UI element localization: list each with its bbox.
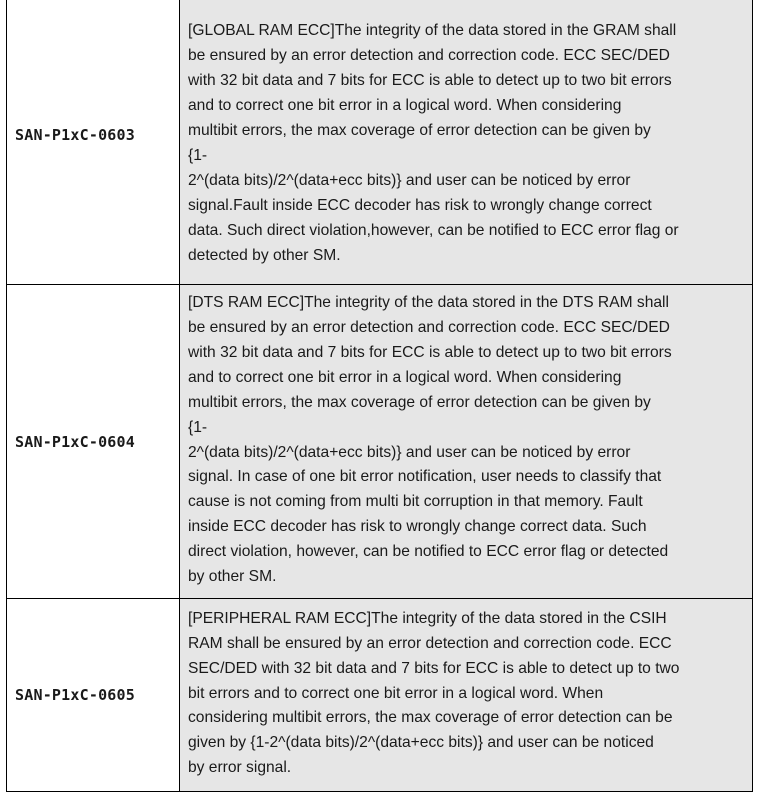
description-line: by error signal. <box>188 759 292 777</box>
requirement-description-cell <box>180 285 753 599</box>
description-line: 2^(data bits)/2^(data+ecc bits)} and user can be noticed by error <box>188 171 631 189</box>
table-row <box>7 599 753 792</box>
requirement-id-cell <box>7 285 180 599</box>
description-line: [GLOBAL RAM ECC]The integrity of the data stored in the GRAM shall <box>188 22 677 40</box>
description-line: considering multibit errors, the max coverage of error detection can be <box>188 709 673 727</box>
requirement-id: SAN-P1xC-0603 <box>15 125 135 144</box>
requirements-table <box>6 0 753 792</box>
description-line: by other SM. <box>188 568 277 586</box>
requirement-id-cell <box>7 0 180 285</box>
requirement-id: SAN-P1xC-0604 <box>15 432 135 451</box>
description-line: with 32 bit data and 7 bits for ECC is able to detect up to two bit errors <box>188 343 672 361</box>
description-line: be ensured by an error detection and correction code. ECC SEC/DED <box>188 47 670 65</box>
description-line: {1- <box>188 147 208 164</box>
table-row <box>7 285 753 599</box>
description-line: direct violation, however, can be notified to ECC error flag or detected <box>188 543 669 561</box>
description-line: cause is not coming from multi bit corruption in that memory. Fault <box>188 493 643 511</box>
description-line: bit errors and to correct one bit error in a logical word. When <box>188 684 604 702</box>
description-line: data. Such direct violation,however, can be notified to ECC error flag or <box>188 221 679 239</box>
requirement-description <box>180 287 752 596</box>
description-line: 2^(data bits)/2^(data+ecc bits)} and user can be noticed by error <box>188 443 631 461</box>
description-line: [PERIPHERAL RAM ECC]The integrity of the data stored in the CSIH <box>188 609 667 627</box>
description-line: RAM shall be ensured by an error detection and correction code. ECC <box>188 634 672 652</box>
description-line: {1- <box>188 418 208 436</box>
requirement-description-cell <box>180 599 753 792</box>
description-line: [DTS RAM ECC]The integrity of the data stored in the DTS RAM shall <box>188 294 669 312</box>
description-line: multibit errors, the max coverage of error detection can be given by <box>188 393 651 411</box>
description-line: be ensured by an error detection and correction code. ECC SEC/DED <box>188 318 670 336</box>
description-line: given by {1-2^(data bits)/2^(data+ecc bits)} and user can be noticed <box>188 734 654 752</box>
description-line: inside ECC decoder has risk to wrongly change correct data. Such <box>188 518 647 536</box>
description-line: signal. In case of one bit error notification, user needs to classify that <box>188 468 662 486</box>
requirement-id: SAN-P1xC-0605 <box>15 686 135 704</box>
table-row <box>7 0 753 285</box>
description-line: signal.Fault inside ECC decoder has risk to wrongly change correct <box>188 196 652 214</box>
description-line: multibit errors, the max coverage of error detection can be given by <box>188 122 651 140</box>
requirement-id-cell <box>7 599 180 792</box>
description-line: and to correct one bit error in a logical word. When considering <box>188 368 622 386</box>
description-line: detected by other SM. <box>188 246 341 264</box>
description-line: with 32 bit data and 7 bits for ECC is able to detect up to two bit errors <box>188 72 672 90</box>
description-line: SEC/DED with 32 bit data and 7 bits for ECC is able to detect up to two <box>188 659 680 677</box>
requirement-description <box>180 603 752 787</box>
requirement-description-cell <box>180 0 753 285</box>
description-line: and to correct one bit error in a logical word. When considering <box>188 97 622 115</box>
requirement-description <box>180 0 752 275</box>
